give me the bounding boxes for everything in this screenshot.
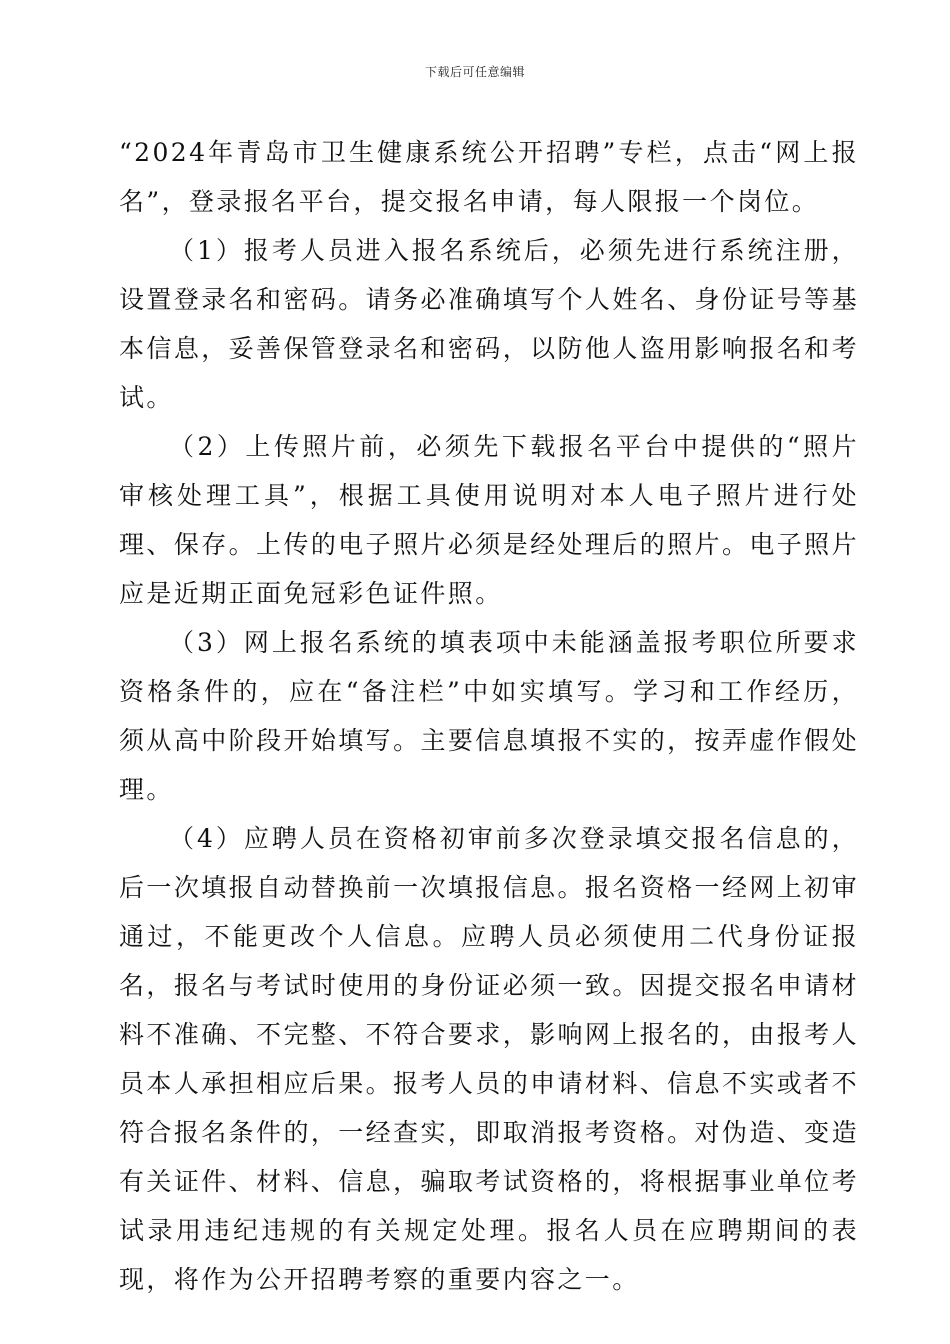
page-header: 下载后可任意编辑 bbox=[424, 65, 525, 79]
paragraph-intro: “2024年青岛市卫生健康系统公开招聘”专栏，点击“网上报名”，登录报名平台，提交报名申请，每人限报一个岗位。 bbox=[119, 138, 859, 216]
paragraph-item-2: （2）上传照片前，必须先下载报名平台中提供的“照片审核处理工具”，根据工具使用说明对本人电子照片进行处理、保存。上传的电子照片必须是经处理后的照片。电子照片应是近期正面免冠彩色证件照。 bbox=[119, 432, 859, 608]
document-body bbox=[119, 128, 859, 1304]
paragraph-item-1: （1）报考人员进入报名系统后，必须先进行系统注册，设置登录名和密码。请务必准确填写个人姓名、身份证号等基本信息，妥善保管登录名和密码，以防他人盗用影响报名和考试。 bbox=[119, 236, 859, 412]
paragraph-item-3: （3）网上报名系统的填表项中未能涵盖报考职位所要求资格条件的，应在“备注栏”中如实填写。学习和工作经历，须从高中阶段开始填写。主要信息填报不实的，按弄虚作假处理。 bbox=[119, 628, 859, 804]
paragraph-item-4: （4）应聘人员在资格初审前多次登录填交报名信息的，后一次填报自动替换前一次填报信息。报名资格一经网上初审通过，不能更改个人信息。应聘人员必须使用二代身份证报名，报名与考试时使用的身份证必须一致。因提交报名申请材料不准确、不完整、不符合要求，影响网上报名的，由报考人员本人承担相应后果。报考人员的申请材料、信息不实或者不符合报名条件的，一经查实，即取消报考资格。对伪造、变造有关证件、材料、信息，骗取考试资格的，将根据事业单位考试录用违纪违规的有关规定处理。报名人员在应聘期间的表现，将作为公开招聘考察的重要内容之一。 bbox=[119, 824, 859, 1294]
